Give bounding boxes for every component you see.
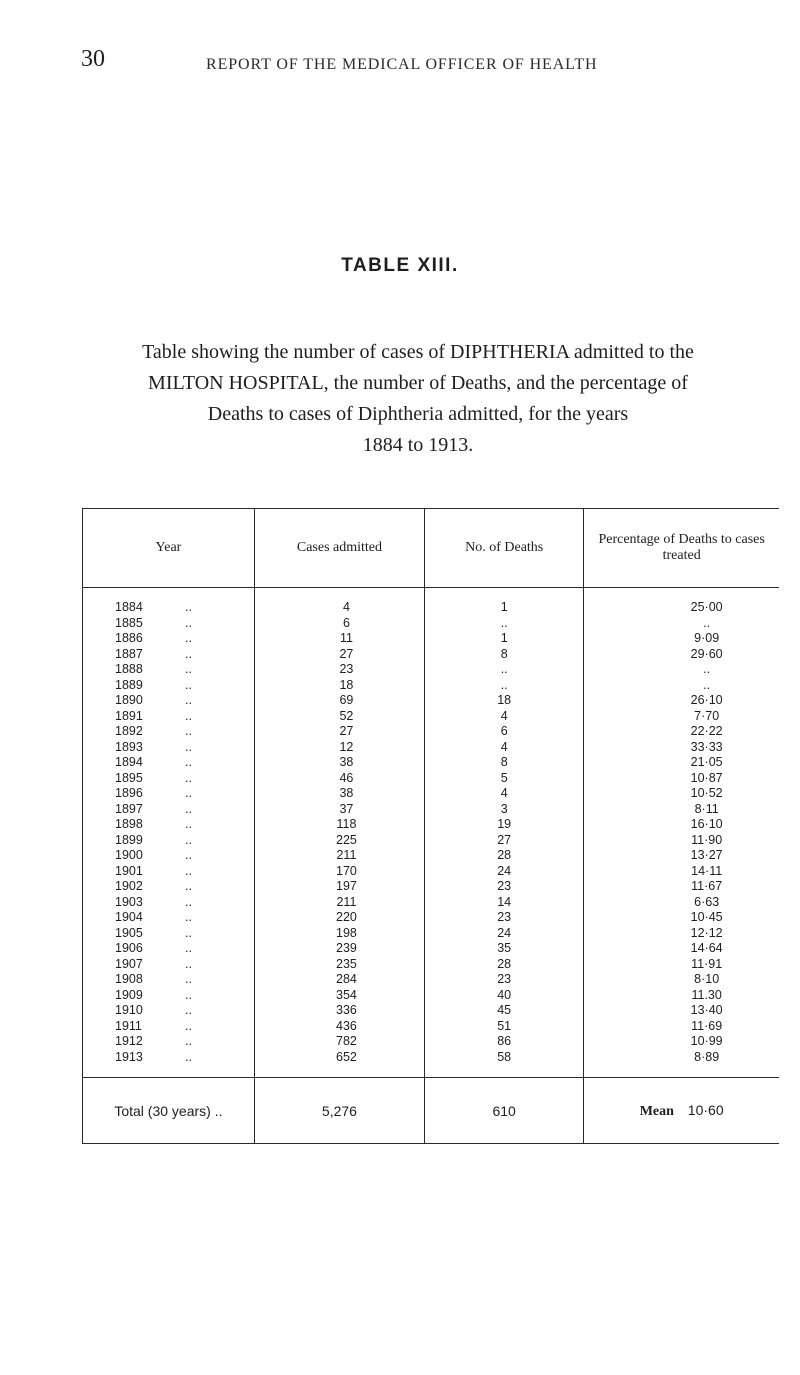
leader-dots: ..	[185, 817, 192, 831]
year-cell	[83, 910, 254, 926]
year-value: 1900	[115, 848, 143, 862]
deaths-cell: 14	[497, 894, 512, 909]
cases-cell: 239	[336, 941, 357, 955]
deaths-cell: 28	[497, 848, 512, 862]
year-value: 1895	[115, 770, 143, 785]
header-percentage	[584, 509, 779, 588]
mean-label: Mean	[639, 1103, 674, 1119]
cases-cell: 46	[339, 770, 354, 785]
cases-cell: 23	[339, 662, 354, 676]
deaths-cell: 19	[497, 817, 512, 831]
percentage-cell: 8·10	[694, 972, 720, 986]
leader-dots: ..	[185, 770, 192, 785]
year-cell	[83, 755, 254, 771]
percentage-cell: 11·67	[691, 879, 723, 893]
year-cell	[83, 1050, 254, 1066]
deaths-cell: ..	[500, 677, 508, 692]
year-value: 1899	[115, 832, 143, 847]
mean-value: 10·60	[687, 1101, 724, 1118]
leader-dots: ..	[185, 646, 192, 661]
year-cell	[83, 1034, 254, 1050]
deaths-cell: 58	[497, 1049, 512, 1064]
year-value: 1896	[115, 786, 143, 800]
leader-dots: ..	[185, 848, 192, 862]
cases-cell: 354	[336, 987, 357, 1002]
deaths-cell: 18	[497, 693, 512, 707]
year-cell	[83, 693, 254, 709]
header-year: Year	[83, 509, 255, 588]
deaths-cell: 23	[497, 910, 512, 924]
percentage-cell: ..	[703, 615, 711, 630]
leader-dots: ..	[185, 1018, 192, 1033]
year-value: 1890	[115, 693, 143, 707]
year-value: 1887	[115, 646, 143, 661]
year-cell	[83, 1019, 254, 1035]
cases-cell: 782	[336, 1034, 357, 1048]
deaths-cell: ..	[500, 615, 508, 630]
year-value: 1893	[115, 739, 143, 754]
total-row	[83, 1078, 780, 1144]
percentage-cell: 11·91	[691, 956, 723, 971]
diphtheria-table	[82, 508, 779, 1144]
year-value: 1907	[115, 956, 143, 971]
percentage-cell: ..	[703, 677, 711, 692]
year-value: 1897	[115, 801, 143, 816]
year-cell	[83, 895, 254, 911]
deaths-cell: 45	[497, 1003, 512, 1017]
year-cell	[83, 678, 254, 694]
cases-cell: 436	[336, 1018, 357, 1033]
deaths-cell: 4	[500, 786, 508, 800]
year-cell	[83, 833, 254, 849]
year-value: 1884	[115, 600, 143, 614]
deaths-cell: 86	[497, 1034, 512, 1048]
year-value: 1913	[115, 1049, 143, 1064]
year-cell	[83, 786, 254, 802]
percentage-cell: 26·10	[690, 693, 723, 707]
leader-dots: ..	[185, 910, 192, 924]
data-rows	[83, 588, 780, 1078]
year-cell	[83, 709, 254, 725]
year-cell	[83, 647, 254, 663]
year-cell	[83, 724, 254, 740]
year-value: 1912	[115, 1034, 143, 1048]
cases-cell: 211	[336, 848, 357, 862]
percentage-cell: 22·22	[690, 724, 723, 738]
cases-cell: 12	[339, 739, 354, 754]
leader-dots: ..	[185, 894, 192, 909]
leader-dots: ..	[185, 693, 192, 707]
leader-dots: ..	[185, 662, 192, 676]
year-value: 1888	[115, 662, 143, 676]
page-number: 30	[81, 46, 105, 72]
cases-cell: 4	[342, 600, 350, 614]
percentage-cell: 7·70	[694, 708, 720, 723]
percentage-cell: ..	[703, 662, 711, 676]
leader-dots: ..	[185, 677, 192, 692]
year-cell	[83, 817, 254, 833]
year-cell	[83, 957, 254, 973]
leader-dots: ..	[185, 724, 192, 738]
cases-cell: 198	[336, 925, 357, 940]
deaths-column	[425, 588, 584, 1078]
leader-dots: ..	[185, 956, 192, 971]
percentage-cell: 10·87	[690, 770, 723, 785]
leader-dots: ..	[185, 615, 192, 630]
caption-line: Deaths to cases of Diphtheria admitted, for the years	[207, 403, 629, 425]
cases-cell: 235	[336, 956, 357, 971]
total-cases: 5,276	[254, 1078, 424, 1144]
year-value: 1903	[115, 894, 143, 909]
cases-cell: 220	[336, 910, 357, 924]
year-value: 1905	[115, 925, 143, 940]
leader-dots: ..	[185, 987, 192, 1002]
year-cell	[83, 864, 254, 880]
header-deaths: No. of Deaths	[425, 509, 584, 588]
deaths-cell: 4	[500, 739, 508, 754]
leader-dots: ..	[185, 941, 192, 955]
cases-cell: 225	[336, 832, 357, 847]
percentage-cell: 29·60	[690, 646, 723, 661]
year-value: 1904	[115, 910, 143, 924]
cases-cell: 211	[336, 894, 357, 909]
deaths-cell: 27	[497, 832, 512, 847]
cases-column	[254, 588, 424, 1078]
year-value: 1902	[115, 879, 143, 893]
cases-cell: 336	[336, 1003, 357, 1017]
percentage-cell: 33·33	[690, 739, 723, 754]
year-cell	[83, 600, 254, 616]
percentage-cell: 25·00	[690, 600, 723, 614]
year-cell	[83, 988, 254, 1004]
leader-dots: ..	[185, 600, 192, 614]
year-cell	[83, 926, 254, 942]
deaths-cell: 23	[497, 879, 512, 893]
mean-percentage	[584, 1078, 779, 1144]
year-value: 1886	[115, 631, 143, 645]
leader-dots: ..	[185, 708, 192, 723]
year-value: 1906	[115, 941, 143, 955]
deaths-cell: 28	[497, 956, 512, 971]
year-column	[83, 588, 255, 1078]
year-value: 1892	[115, 724, 143, 738]
year-cell	[83, 941, 254, 957]
caption-line: Table showing the number of cases of DIPHTHERIA admitted to the	[142, 341, 694, 363]
deaths-cell: 40	[497, 987, 512, 1002]
percentage-column	[584, 588, 779, 1078]
caption-line: MILTON HOSPITAL, the number of Deaths, and the percentage of	[148, 372, 688, 394]
leader-dots: ..	[185, 863, 192, 878]
header-percentage-text: Percentage of Deaths to cases treated	[598, 532, 765, 563]
year-value: 1910	[115, 1003, 143, 1017]
year-value: 1898	[115, 817, 143, 831]
year-cell	[83, 972, 254, 988]
percentage-cell: 10·52	[690, 786, 723, 800]
cases-cell: 170	[336, 863, 357, 878]
deaths-cell: 3	[500, 801, 508, 816]
cases-cell: 38	[339, 755, 354, 769]
leader-dots: ..	[185, 1003, 192, 1017]
cases-cell: 52	[339, 708, 354, 723]
cases-cell: 38	[339, 786, 354, 800]
year-cell	[83, 616, 254, 632]
deaths-cell: 5	[500, 770, 508, 785]
year-value: 1891	[115, 708, 143, 723]
leader-dots: ..	[185, 631, 192, 645]
year-value: 1911	[115, 1018, 142, 1033]
deaths-cell: 51	[497, 1018, 512, 1033]
percentage-cell: 14·11	[691, 863, 723, 878]
year-value: 1908	[115, 972, 143, 986]
year-value: 1889	[115, 677, 143, 692]
deaths-cell: 8	[500, 755, 508, 769]
year-cell	[83, 802, 254, 818]
year-value: 1901	[115, 863, 143, 878]
total-deaths: 610	[425, 1078, 584, 1144]
cases-cell: 69	[339, 693, 354, 707]
table-title: TABLE XIII.	[341, 255, 459, 276]
running-head: REPORT OF THE MEDICAL OFFICER OF HEALTH	[206, 56, 598, 73]
leader-dots: ..	[185, 755, 192, 769]
leader-dots: ..	[185, 972, 192, 986]
leader-dots: ..	[185, 801, 192, 816]
percentage-cell: 12·12	[690, 925, 723, 940]
deaths-cell: 24	[497, 925, 512, 940]
year-cell	[83, 771, 254, 787]
year-cell	[83, 631, 254, 647]
percentage-cell: 14·64	[690, 941, 723, 955]
leader-dots: ..	[185, 925, 192, 940]
year-cell	[83, 848, 254, 864]
deaths-cell: 1	[500, 600, 508, 614]
cases-cell: 284	[336, 972, 357, 986]
percentage-cell: 13·27	[690, 848, 723, 862]
leader-dots: ..	[185, 739, 192, 754]
header-row	[83, 509, 780, 588]
percentage-cell: 8·89	[694, 1049, 720, 1064]
deaths-cell: 23	[497, 972, 512, 986]
percentage-cell: 13·40	[690, 1003, 723, 1017]
cases-cell: 6	[342, 615, 350, 630]
leader-dots: ..	[185, 1034, 192, 1048]
deaths-cell: 1	[500, 631, 508, 645]
cases-cell: 11	[339, 631, 353, 645]
cases-cell: 18	[339, 677, 354, 692]
percentage-cell: 11·69	[691, 1018, 723, 1033]
year-cell	[83, 740, 254, 756]
cases-cell: 118	[336, 817, 357, 831]
percentage-cell: 10·99	[690, 1034, 723, 1048]
header-cases: Cases admitted	[254, 509, 424, 588]
caption-line: 1884 to 1913.	[362, 434, 474, 456]
cases-cell: 652	[336, 1049, 357, 1064]
percentage-cell: 8·11	[694, 801, 719, 816]
cases-cell: 27	[339, 646, 354, 661]
year-cell	[83, 1003, 254, 1019]
deaths-cell: ..	[500, 662, 508, 676]
deaths-cell: 6	[500, 724, 508, 738]
leader-dots: ..	[185, 879, 192, 893]
deaths-cell: 35	[497, 941, 512, 955]
year-value: 1894	[115, 755, 143, 769]
year-value: 1909	[115, 987, 143, 1002]
leader-dots: ..	[185, 786, 192, 800]
deaths-cell: 8	[500, 646, 508, 661]
percentage-cell: 11.30	[691, 987, 722, 1002]
year-cell	[83, 879, 254, 895]
year-cell	[83, 662, 254, 678]
deaths-cell: 4	[500, 708, 508, 723]
deaths-cell: 24	[497, 863, 512, 878]
percentage-cell: 16·10	[690, 817, 723, 831]
percentage-cell: 11·90	[691, 832, 723, 847]
percentage-cell: 6·63	[694, 894, 720, 909]
table-caption	[48, 337, 788, 461]
year-value: 1885	[115, 615, 143, 630]
cases-cell: 197	[336, 879, 357, 893]
leader-dots: ..	[185, 832, 192, 847]
cases-cell: 27	[339, 724, 354, 738]
cases-cell: 37	[339, 801, 354, 816]
leader-dots: ..	[185, 1049, 192, 1064]
total-label: Total (30 years) ..	[83, 1078, 255, 1144]
percentage-cell: 21·05	[690, 755, 723, 769]
percentage-cell: 9·09	[694, 631, 720, 645]
percentage-cell: 10·45	[690, 910, 723, 924]
